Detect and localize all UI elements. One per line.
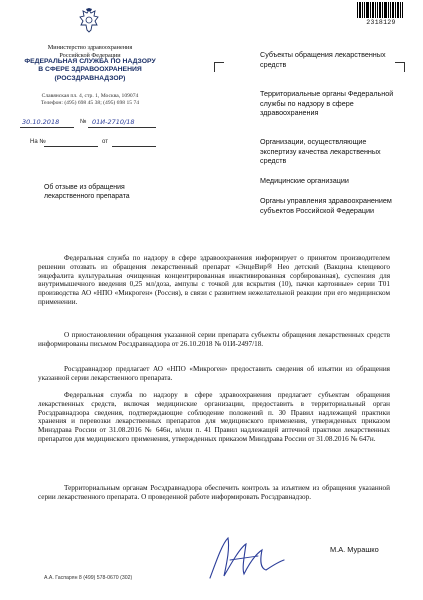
body-paragraph-5: [38, 484, 390, 502]
signer-name: М.А. Мурашко: [330, 545, 379, 554]
registration-date: 30.10.2018: [22, 118, 60, 126]
reference-prefix: На №: [30, 139, 46, 145]
executor-contact: А.А. Гаспарян 8 (499) 578-0670 (302): [44, 575, 133, 581]
addressee-2: Территориальные органы Федеральной службы по надзору в сфере здравоохранения: [260, 89, 394, 118]
registration-number: 01И-2710/18: [92, 118, 135, 126]
body-paragraph-4: [38, 391, 390, 444]
body-paragraph-1: [38, 254, 390, 307]
date-underline: [20, 127, 74, 128]
body-paragraph-5-text: Территориальным органам Росздравнадзора обеспечить контроль за изъятием из обращения указанной серии лекарственного препарата. О проведенной работе информировать Росздравнадзор.: [38, 484, 390, 501]
number-label: №: [80, 119, 87, 125]
service-address: [16, 93, 164, 108]
barcode: [357, 2, 403, 18]
reference-date-underline: [112, 146, 156, 147]
body-paragraph-3: [38, 365, 390, 383]
ministry-line-1: Министерство здравоохранения: [47, 44, 133, 51]
body-paragraph-2-text: О приостановлении обращения указанной серии препарата субъекты обращения лекарственных средств информированы письмом Росздравнадзора от 26.10.2018 № 01И-2497/18.: [38, 331, 390, 348]
addressee-1: Субъекты обращения лекарственных средств: [260, 50, 386, 69]
body-paragraph-3-text: Росздравнадзор предлагает АО «НПО «Микроген» предоставить сведения об изъятии из обращения указанной серии лекарственного препарата.: [38, 365, 390, 382]
addressee-5: Органы управления здравоохранением субъектов Российской Федерации: [260, 196, 392, 215]
service-line-3: (РОСЗДРАВНАДЗОР): [54, 74, 126, 82]
service-line-2: В СФЕРЕ ЗДРАВООХРАНЕНИЯ: [38, 66, 142, 74]
number-underline: [88, 127, 156, 128]
ministry-line-2: Российской Федерации: [59, 52, 121, 59]
address-corner-top-left: [214, 62, 224, 72]
subject-line-1: Об отзыве из обращения: [44, 184, 125, 191]
reference-from-label: от: [102, 139, 108, 145]
body-paragraph-4-text: Федеральная служба по надзору в сфере здравоохранения предлагает субъектам обращения лекарственных средств, включая медицинские организации, предоставить в территориальный орган Росздравнадзора сведения, подтверждающие соблюдение положений п. 30 Правил надлежащей практики хранения и перевозки лекарственных препаратов для медицинского применения, утвержденных приказом Минздрава России от 31.08.2016 № 646н, и/или п. 41 Правил надлежащей аптечной практики лекарственных препаратов для медицинского применения, утвержденных приказом Минздрава России от 31.08.2016 № 647н.: [38, 391, 390, 443]
addressee-4: Медицинские организации: [260, 176, 349, 185]
barcode-number: 2318129: [366, 19, 396, 26]
service-name: [16, 58, 164, 83]
address-line-2: Телефон: (495) 698 45 38; (495) 698 15 74: [40, 100, 140, 107]
body-paragraph-2: [38, 331, 390, 349]
letter-subject: [44, 183, 164, 202]
subject-line-2: лекарственного препарата: [44, 193, 130, 201]
addressee-3: Организации, осуществляющие экспертизу качества лекарственных средств: [260, 137, 381, 166]
body-paragraph-1-text: Федеральная служба по надзору в сфере здравоохранения информирует о принятом производителем решении отозвать из обращения лекарственный препарат «ЭнцеВир® Нео детский (Вакцина клещевого энцефалита культуральная очищенная концентрированная инактивированная сорбированная), суспензия для внутримышечного введения 0,25 мл/доза, ампулы с точкой для вскрытия (10), пачки картонные» серии Т01 производства АО «НПО «Микроген» (Россия), в связи с развитием нежелательной реакции при его медицинском применении.: [38, 254, 390, 306]
handwritten-signature: [200, 532, 290, 584]
service-line-1: ФЕДЕРАЛЬНАЯ СЛУЖБА ПО НАДЗОРУ: [24, 58, 156, 65]
coat-of-arms-emblem: [78, 8, 100, 34]
address-line-1: Славянская пл. 4, стр. 1, Москва, 109074: [41, 93, 139, 99]
reference-number-underline: [44, 146, 98, 147]
